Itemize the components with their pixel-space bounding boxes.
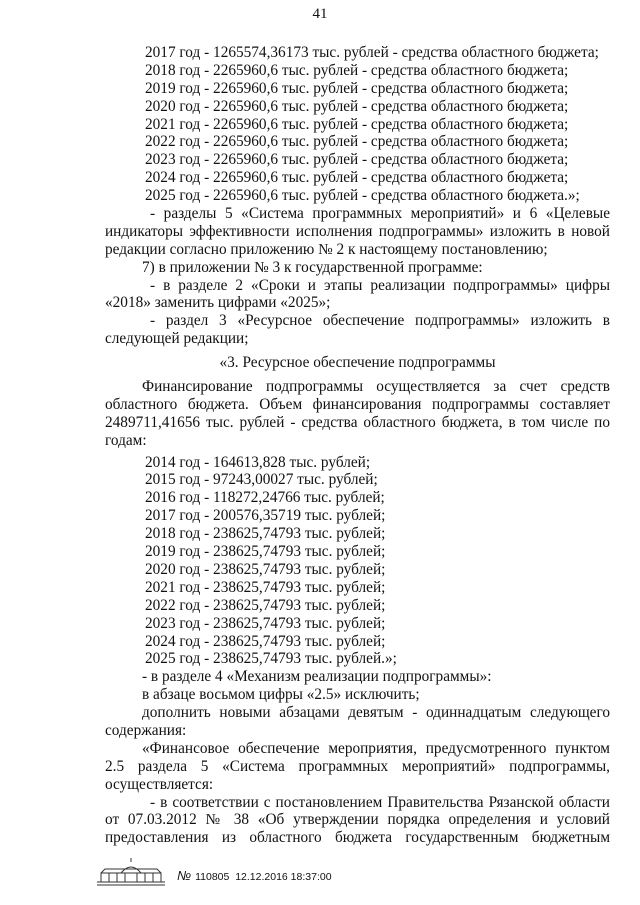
paragraph-resolution [105, 794, 610, 848]
text-line: осуществляется: [105, 775, 214, 793]
doc-datetime: 12.12.2016 18:37:00 [235, 871, 332, 883]
footer [95, 858, 515, 888]
text-line: содержания: [105, 721, 187, 739]
paragraph-financing [105, 378, 610, 450]
text-line: Финансирование подпрограммы осуществляется за счет средств [142, 378, 610, 396]
paragraph-section-2 [105, 277, 610, 313]
text-line: следующей редакции; [105, 330, 249, 348]
budget-year-line: 2015 год - 97243,00027 тыс. рублей; [145, 471, 378, 489]
budget-year-line: 2014 год - 164613,828 тыс. рублей; [145, 453, 371, 471]
text-line: годам: [105, 431, 147, 449]
paragraph-supplement [105, 704, 610, 740]
budget-lines-regional [105, 44, 610, 205]
budget-year-line: 2023 год - 238625,74793 тыс. рублей; [145, 614, 386, 632]
paragraph-sections-5-6 [105, 205, 610, 259]
budget-year-line: 2023 год - 2265960,6 тыс. рублей - средства областного бюджета; [145, 151, 569, 169]
registration-stamp [177, 868, 332, 883]
text-line: - в соответствии с постановлением Правительства Рязанской области [150, 793, 610, 811]
text-line: от 07.03.2012 № 38 «Об утверждении порядка определения и условий [105, 811, 610, 829]
paragraph-section-3 [105, 312, 610, 348]
paragraph-item-7: 7) в приложении № 3 к государственной программе: [142, 258, 483, 276]
budget-year-line: 2019 год - 238625,74793 тыс. рублей; [145, 543, 386, 561]
budget-year-line: 2019 год - 2265960,6 тыс. рублей - средства областного бюджета; [145, 79, 569, 97]
paragraph-quote [105, 740, 610, 794]
budget-year-line: 2022 год - 238625,74793 тыс. рублей; [145, 596, 386, 614]
section-heading: «3. Ресурсное обеспечение подпрограммы [219, 354, 496, 372]
budget-year-line: 2025 год - 238625,74793 тыс. рублей.»; [145, 650, 397, 668]
text-line: индикаторы эффективности исполнения подпрограммы» изложить в новой [105, 222, 610, 240]
doc-number: 110805 [195, 871, 230, 883]
text-line: предоставления из областного бюджета государственным бюджетным [105, 829, 610, 847]
number-sign: № [177, 868, 192, 883]
text-line: областного бюджета. Объем финансирования подпрограммы составляет [105, 395, 610, 413]
text-line: «Финансовое обеспечение мероприятия, предусмотренного пунктом [142, 739, 610, 757]
budget-year-line: 2017 год - 200576,35719 тыс. рублей; [145, 507, 386, 525]
paragraph-abzac-8: в абзаце восьмом цифры «2.5» исключить; [142, 686, 420, 704]
text-line: 2489711,41656 тыс. рублей - средства областного бюджета, в том числе по [105, 413, 610, 431]
budget-year-line: 2020 год - 2265960,6 тыс. рублей - средства областного бюджета; [145, 97, 569, 115]
budget-year-line: 2021 год - 2265960,6 тыс. рублей - средства областного бюджета; [145, 115, 569, 133]
budget-year-line: 2025 год - 2265960,6 тыс. рублей - средства областного бюджета.»; [145, 187, 580, 205]
budget-year-line: 2024 год - 238625,74793 тыс. рублей; [145, 632, 386, 650]
text-line: редакции согласно приложению № 2 к настоящему постановлению; [105, 240, 548, 258]
budget-year-line: 2022 год - 2265960,6 тыс. рублей - средства областного бюджета; [145, 133, 569, 151]
text-line: 2.5 раздела 5 «Система программных мероприятий» подпрограммы, [105, 757, 610, 775]
budget-year-line: 2024 год - 2265960,6 тыс. рублей - средства областного бюджета; [145, 169, 569, 187]
building-stamp-icon [95, 858, 167, 888]
text-line: - раздел 3 «Ресурсное обеспечение подпрограммы» изложить в [150, 312, 610, 330]
budget-lines-subprogram [105, 454, 610, 669]
budget-year-line: 2018 год - 2265960,6 тыс. рублей - средства областного бюджета; [145, 61, 569, 79]
text-line: дополнить новыми абзацами девятым - одиннадцатым следующего [142, 704, 610, 722]
budget-year-line: 2018 год - 238625,74793 тыс. рублей; [145, 525, 386, 543]
body-text [105, 44, 610, 847]
budget-year-line: 2016 год - 118272,24766 тыс. рублей; [145, 489, 385, 507]
paragraph-section-4: - в разделе 4 «Механизм реализации подпрограммы»: [142, 668, 492, 686]
budget-year-line: 2021 год - 238625,74793 тыс. рублей; [145, 578, 386, 596]
text-line: «2018» заменить цифрами «2025»; [105, 294, 331, 312]
budget-year-line: 2017 год - 1265574,36173 тыс. рублей - средства областного бюджета; [145, 44, 599, 61]
page-number: 41 [312, 6, 328, 22]
budget-year-line: 2020 год - 238625,74793 тыс. рублей; [145, 560, 386, 578]
text-line: - в разделе 2 «Сроки и этапы реализации подпрограммы» цифры [150, 276, 610, 294]
text-line: - разделы 5 «Система программных мероприятий» и 6 «Целевые [150, 205, 610, 223]
